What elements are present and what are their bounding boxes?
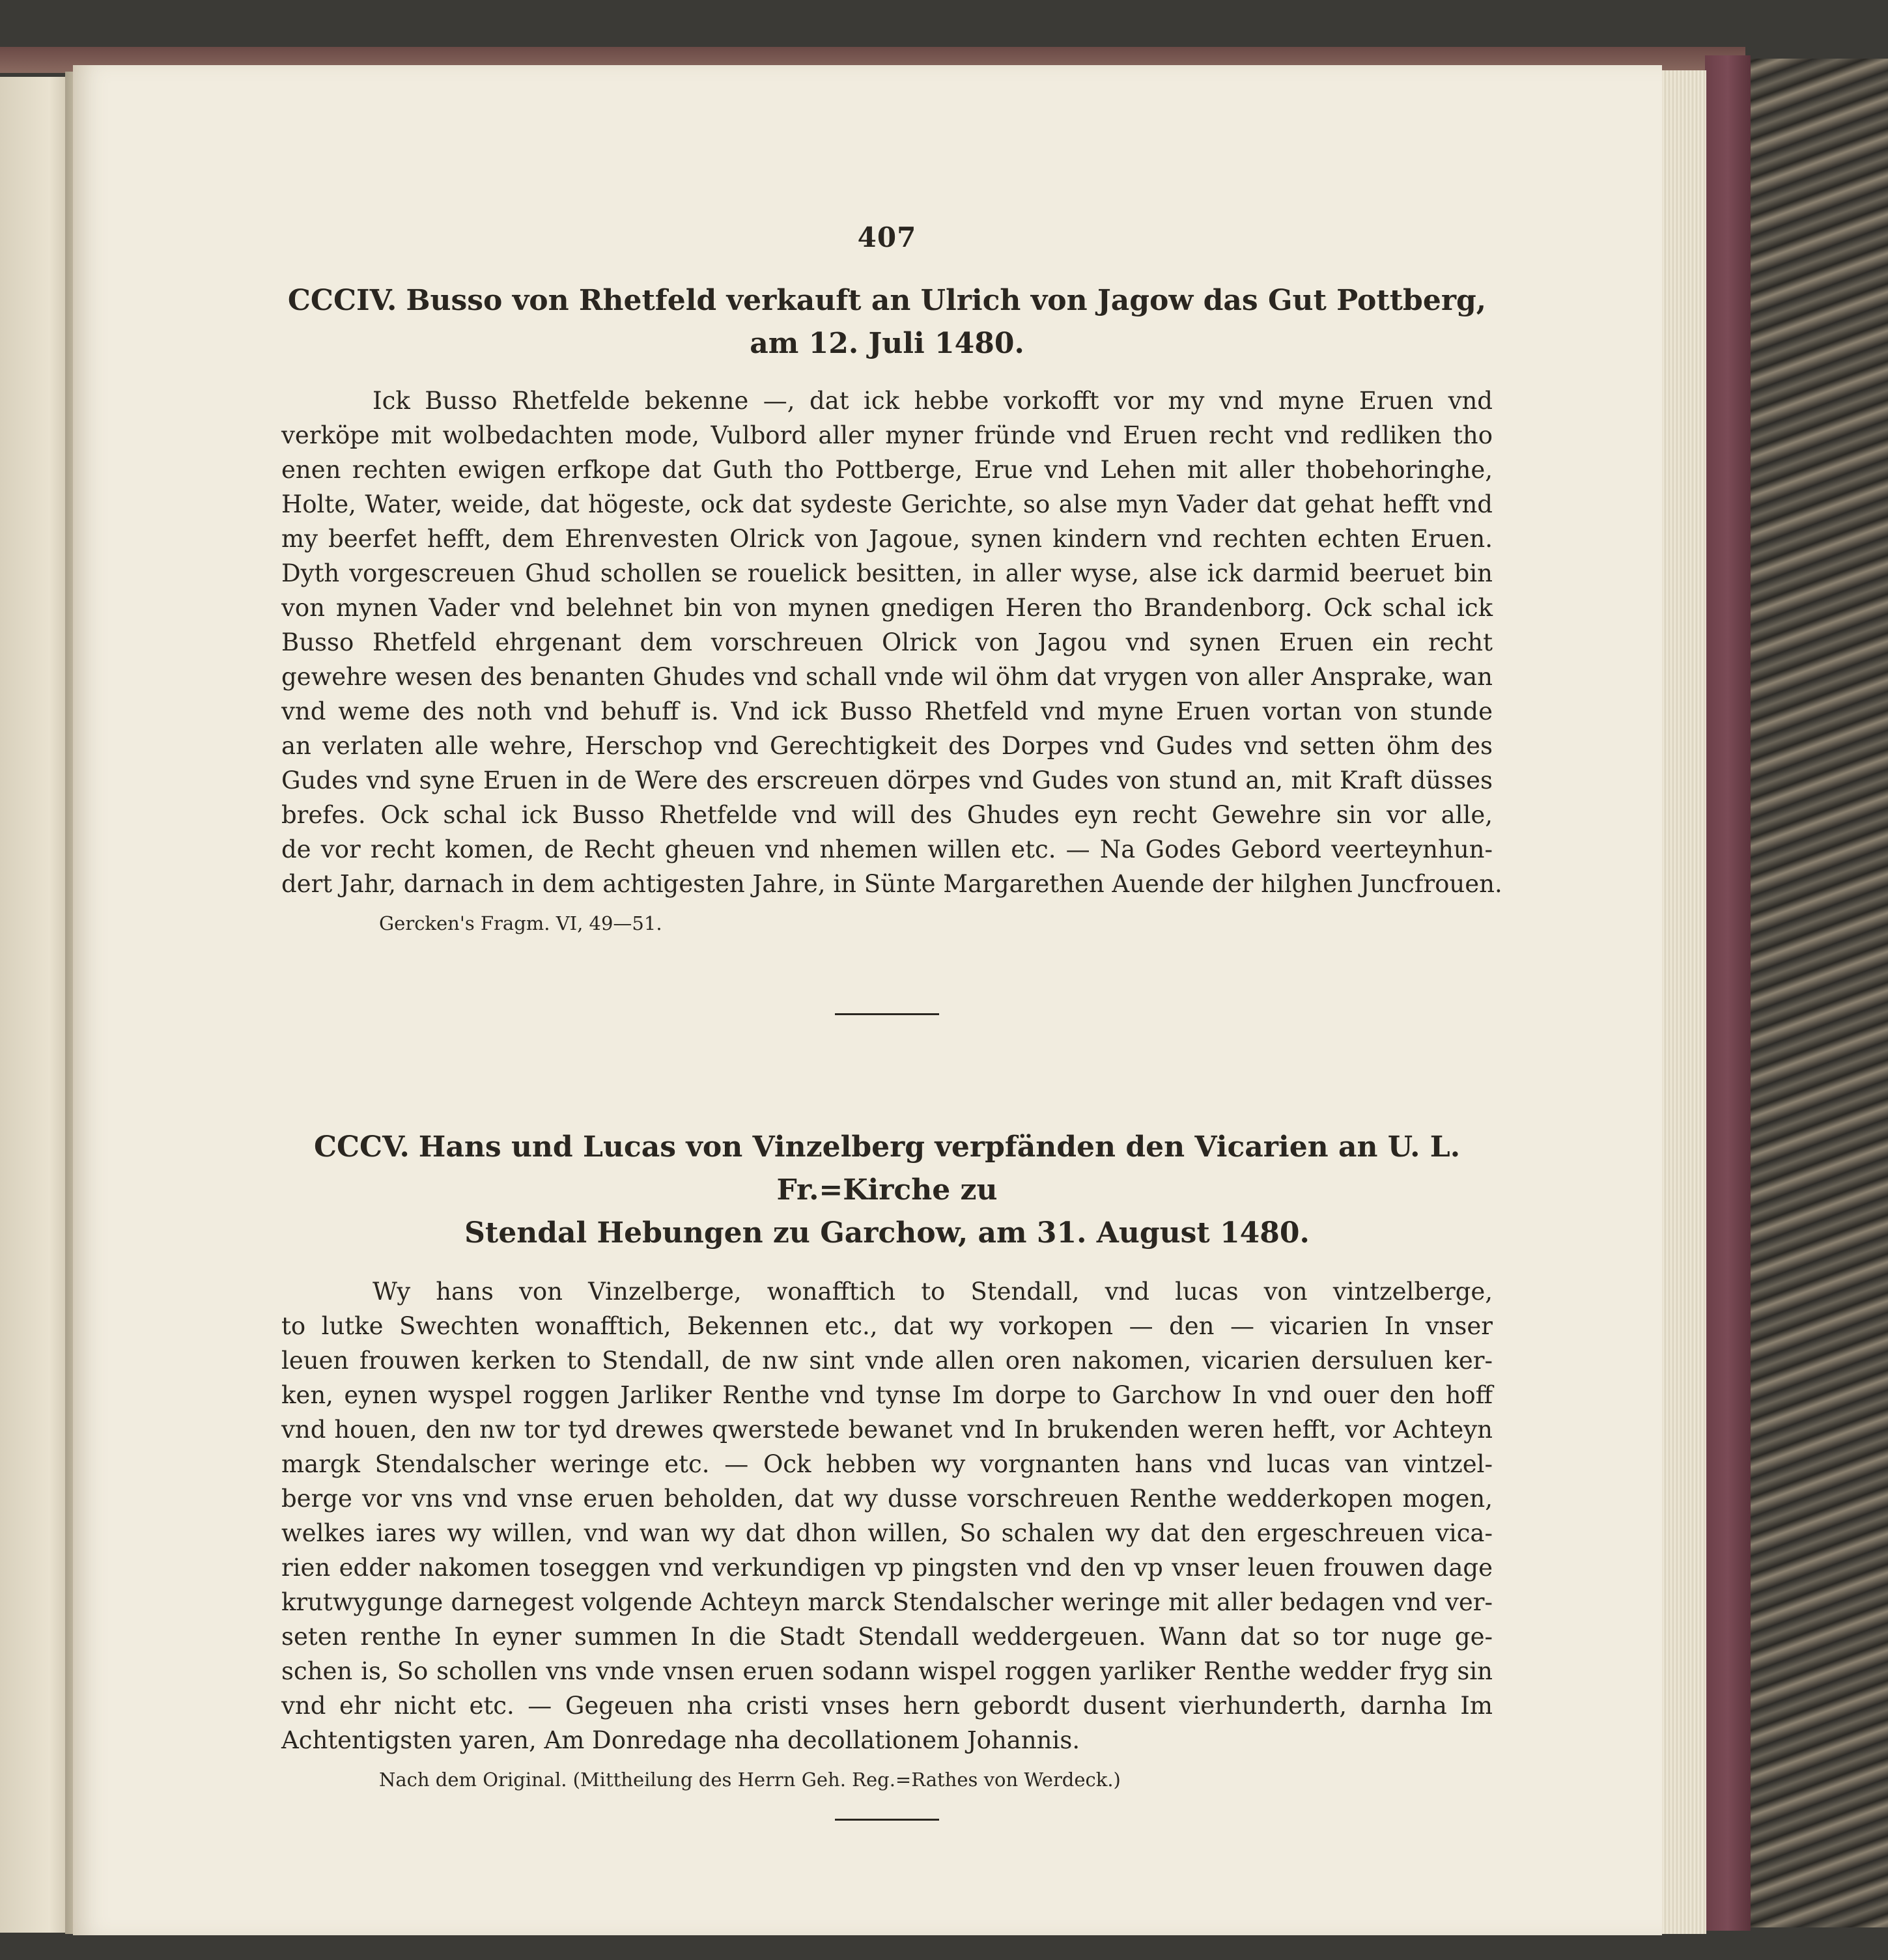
text-line: Ick Busso Rhetfelde bekenne —, dat ick hebbe vorkofft vor my vnd myne Eruen vnd <box>373 387 1493 415</box>
text-line: enen rechten ewigen erfkope dat Guth tho Pottberge, Erue vnd Lehen mit aller thobehoringhe, <box>281 456 1493 484</box>
text-line: von mynen Vader vnd belehnet bin von mynen gnedigen Heren tho Brandenborg. Ock schal ick <box>281 594 1493 622</box>
section-divider <box>835 1013 939 1015</box>
text-line: dert Jahr, darnach in dem achtigesten Jahre, in Sünte Margarethen Auende der hilghen Juncfrouen. <box>281 870 1502 898</box>
section-cccV <box>281 1126 1493 1821</box>
source-citation: Nach dem Original. (Mittheilung des Herrn Geh. Reg.=Rathes von Werdeck.) <box>379 1769 1121 1791</box>
text-line: vnd weme des noth vnd behuff is. Vnd ick Busso Rhetfeld vnd myne Eruen vortan von stunde <box>281 697 1493 725</box>
section-number: CCCV. <box>313 1130 410 1164</box>
section-heading <box>281 279 1493 322</box>
source-citation: Gercken's Fragm. VI, 49—51. <box>379 912 662 934</box>
text-line: vnd ehr nicht etc. — Gegeuen nha cristi vnses hern gebordt dusent vierhunderth, darnha Im <box>281 1692 1493 1720</box>
section-text <box>281 384 1502 901</box>
text-line: ken, eynen wyspel roggen Jarliker Renthe vnd tynse Im dorpe to Garchow In vnd ouer den hoff <box>281 1381 1493 1409</box>
page-stack-edge <box>1659 70 1706 1934</box>
heading-line-2: Stendal Hebungen zu Garchow, am 31. August 1480. <box>464 1216 1310 1250</box>
text-line: rien edder nakomen toseggen vnd verkundigen vp pingsten vnd den vp vnser leuen frouwen dage <box>281 1554 1493 1582</box>
text-line: Dyth vorgescreuen Ghud schollen se rouelick besitten, in aller wyse, alse ick darmid beeruet bin <box>281 559 1493 587</box>
page-content <box>281 221 1502 1821</box>
text-line: leuen frouwen kerken to Stendall, de nw sint vnde allen oren nakomen, vicarien dersuluen ker- <box>281 1347 1493 1375</box>
heading-line-2: am 12. Juli 1480. <box>750 327 1024 360</box>
text-line: seten renthe In eyner summen In die Stadt Stendall weddergeuen. Wann dat so tor nuge ge- <box>281 1623 1493 1651</box>
text-line: Wy hans von Vinzelberge, wonafftich to Stendall, vnd lucas von vintzelberge, <box>373 1278 1493 1306</box>
text-line: verköpe mit wolbedachten mode, Vulbord aller myner fründe vnd Eruen recht vnd redliken tho <box>281 421 1493 449</box>
text-line: de vor recht komen, de Recht gheuen vnd nhemen willen etc. — Na Godes Gebord veerteynhun- <box>281 835 1493 863</box>
text-line: Gudes vnd syne Eruen in de Were des erscreuen dörpes vnd Gudes von stund an, mit Kraft düsses <box>281 766 1493 794</box>
text-line: welkes iares wy willen, vnd wan wy dat dhon willen, So schalen wy dat den ergeschreuen vica- <box>281 1519 1493 1547</box>
text-line: Busso Rhetfeld ehrgenant dem vorschreuen Olrick von Jagou vnd synen Eruen ein recht <box>281 628 1493 656</box>
text-line: gewehre wesen des benanten Ghudes vnd schall vnde wil öhm dat vrygen von aller Ansprake, wan <box>281 663 1493 691</box>
section-cccIV <box>281 279 1502 1015</box>
cover-spine-edge <box>1705 55 1751 1931</box>
text-line: Holte, Water, weide, dat högeste, ock dat sydeste Gerichte, so alse myn Vader dat gehat hefft vnd <box>281 490 1493 518</box>
section-text <box>281 1274 1493 1757</box>
text-line: margk Stendalscher weringe etc. — Ock hebben wy vorgnanten hans vnd lucas van vintzel- <box>281 1450 1493 1478</box>
book-page <box>73 65 1662 1935</box>
text-line: schen is, So schollen vns vnde vnsen eruen sodann wispel roggen yarliker Renthe wedder fryg sin <box>281 1657 1493 1685</box>
heading-line-1: Busso von Rhetfeld verkauft an Ulrich von Jagow das Gut Pottberg, <box>406 284 1487 317</box>
text-line: an verlaten alle wehre, Herschop vnd Gerechtigkeit des Dorpes vnd Gudes vnd setten öhm des <box>281 732 1493 760</box>
text-line: krutwygunge darnegest volgende Achteyn marck Stendalscher weringe mit aller bedagen vnd ver- <box>281 1588 1493 1616</box>
text-line: to lutke Swechten wonafftich, Bekennen etc., dat wy vorkopen — den — vicarien In vnser <box>281 1312 1493 1340</box>
text-line: brefes. Ock schal ick Busso Rhetfelde vnd will des Ghudes eyn recht Gewehre sin vor alle, <box>281 801 1493 829</box>
heading-line-1: Hans und Lucas von Vinzelberg verpfänden den Vicarien an U. L. Fr.=Kirche zu <box>418 1130 1461 1207</box>
text-line: my beerfet hefft, dem Ehrenvesten Olrick von Jagoue, synen kindern vnd rechten echten Eruen. <box>281 525 1493 553</box>
section-divider <box>835 1819 939 1821</box>
section-number: CCCIV. <box>287 284 397 317</box>
text-line: vnd houen, den nw tor tyd drewes qwerstede bewanet vnd In brukenden weren hefft, vor Achteyn <box>281 1416 1493 1444</box>
text-line: berge vor vns vnd vnse eruen beholden, dat wy dusse vorschreuen Renthe wedderkopen mogen, <box>281 1485 1493 1513</box>
section-heading <box>281 1126 1493 1212</box>
text-line: Achtentigsten yaren, Am Donredage nha decollationem Johannis. <box>281 1726 1080 1754</box>
left-page-edge <box>0 77 70 1933</box>
page-number: 407 <box>857 221 917 253</box>
